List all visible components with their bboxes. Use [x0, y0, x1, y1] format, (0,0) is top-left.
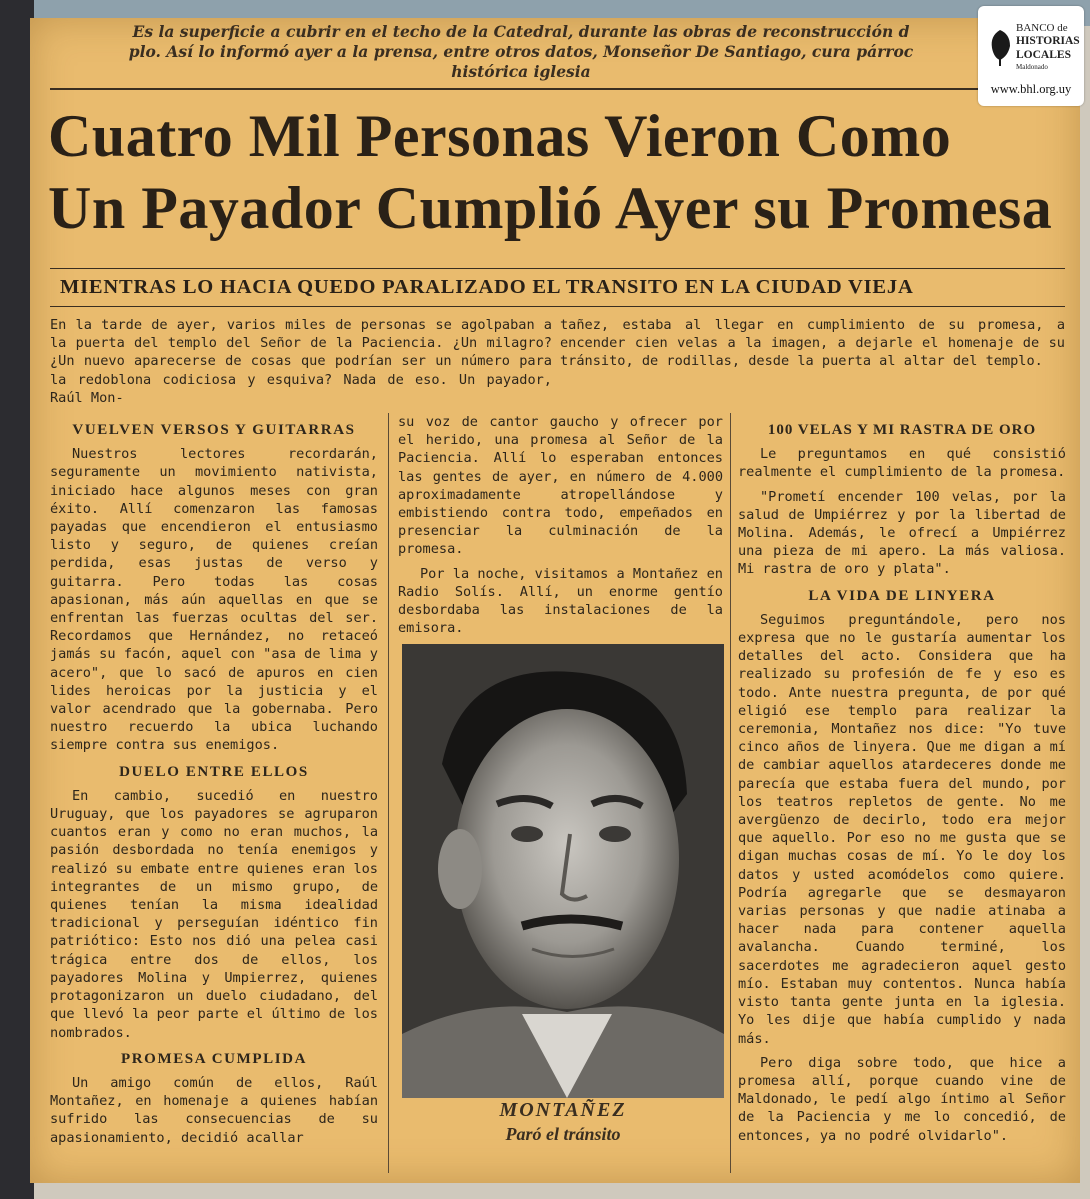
headline — [48, 100, 1068, 244]
photo-caption — [402, 1098, 724, 1146]
portrait-photo — [402, 644, 724, 1098]
lead-line-1: Es la superficie a cubrir en el techo de la Catedral, durante las obras de reconstrucción d — [132, 22, 910, 41]
paragraph: En cambio, sucedió en nuestro Uruguay, que los payadores se agruparon cuantos eran y como no eran muchos, la pasión desbordada no tenía enemigos y realizó su embate entre quienes eran los integrantes de un mismo grupo, de quienes tenían la misma idealidad tradicional y perseguían idéntico fin patriótico: Esto nos dió una pelea casi trágica entre dos de ellos, los payadores Molina y Umpierrez, quienes protagonizaron un duelo ciudadano, del que llevó la peor parte el último de los nombrados. — [50, 787, 378, 1041]
logo-line-4: Maldonado — [1016, 63, 1048, 71]
headline-line-2: Un Payador Cumplió Ayer su Promesa — [48, 175, 1053, 241]
section-heading: VUELVEN VERSOS Y GUITARRAS — [72, 422, 356, 438]
scan-background-left — [0, 0, 34, 1199]
intro-right: tañez, estaba al llegar en cumplimiento de su promesa, a encender cien velas a la imagen, a dejarle el homenaje de su tránsito, de rodillas, desde la puerta al altar del templo. — [560, 317, 1065, 370]
column-1 — [50, 413, 378, 1153]
column-divider — [730, 413, 731, 1173]
lead-line-2: plo. Así lo informó ayer a la prensa, entre otros datos, Monseñor De Santiago, cura párroc — [128, 42, 914, 61]
paragraph: Un amigo común de ellos, Raúl Montañez, en homenaje a quienes habían sufrido las consecuencias de su apasionamiento, decidió acallar — [50, 1074, 378, 1146]
subheadline: MIENTRAS LO HACIA QUEDO PARALIZADO EL TRANSITO EN LA CIUDAD VIEJA — [60, 276, 914, 298]
headline-line-1: Cuatro Mil Personas Vieron Como — [48, 103, 952, 169]
subhead-rule-bottom — [50, 306, 1065, 307]
paragraph: "Prometí encender 100 velas, por la salud de Umpiérrez y por la libertad de Molina. Además, le ofrecí a Umpiérrez una pieza de mi apero. La más valiosa. Mi rastra de oro y plata". — [738, 488, 1066, 578]
logo-line-3: LOCALES — [1016, 49, 1071, 61]
logo-line-1: BANCO de — [1016, 22, 1068, 34]
column-divider — [388, 413, 389, 1173]
paragraph: Le preguntamos en qué consistió realmente el cumplimiento de la promesa. — [738, 446, 1066, 481]
newspaper-clipping — [30, 18, 1080, 1183]
section-heading: LA VIDA DE LINYERA — [808, 587, 996, 604]
logo-url: www.bhl.org.uy — [990, 82, 1072, 96]
intro-left: En la tarde de ayer, varios miles de personas se agolpaban a la puerta del templo del Señor de la Paciencia. ¿Un milagro? ¿Un nuevo aparecerse de cosas que podrían ser un número para la redoblona codiciosa y esquiva? Nada de eso. Un payador, Raúl Mon- — [50, 317, 552, 406]
column-2 — [398, 413, 723, 643]
lead-caption — [66, 22, 976, 82]
portrait-illustration — [402, 644, 724, 1098]
tree-icon — [988, 28, 1012, 68]
top-rule — [50, 88, 1065, 90]
lead-line-3: histórica iglesia — [451, 62, 591, 81]
paragraph: Pero diga sobre todo, que hice a promesa allí, porque cuando vine de Maldonado, le pedí algo íntimo al Señor de la Paciencia y me lo concedió, de entonces, ya no podré olvidarlo". — [738, 1054, 1066, 1144]
paragraph: Nuestros lectores recordarán, seguramente un movimiento nativista, iniciado hace algunos meses con gran éxito. Allí comenzaron las famosas payadas que encendieron el entusiasmo listo y seguro, de quienes creían perdida, esas justas de verso y guitarra. Pero todas las cosas apasionan, más aún aquellas en que se enfrentan las fuerzas ocultas del ser. Recordamos que Hernández, no retaceó jamás su facón, aquel con "asa de lima y acero", que lo sacó de apuros en cien lides heroicas por la justicia y el valor acendrado que la gobernaba. Pero nuestro recuerdo la ubica luchando siempre contra sus enemigos. — [50, 446, 378, 754]
section-heading: 100 VELAS Y MI RASTRA DE ORO — [767, 422, 1037, 438]
paragraph: Por la noche, visitamos a Montañez en Radio Solís. Allí, un enorme gentío desbordaba las instalaciones de la emisora. — [398, 565, 723, 637]
section-heading: DUELO ENTRE ELLOS — [119, 763, 309, 780]
caption-name: MONTAÑEZ — [499, 1099, 627, 1121]
bhl-logo — [978, 6, 1084, 106]
subhead-rule — [50, 268, 1065, 269]
caption-subtitle: Paró el tránsito — [505, 1124, 621, 1144]
section-heading: PROMESA CUMPLIDA — [120, 1050, 307, 1067]
column-3 — [738, 413, 1066, 1151]
logo-line-2: HISTORIAS — [1016, 35, 1080, 47]
paragraph: Seguimos preguntándole, pero nos expresa que no le gustaría aumentar los detalles del acto. Considera que ha realizado su profesión de fe y eso es todo. Ante nuestra pregunta, de por qué eligió ese templo para realizar la ceremonia, Montañez nos dice: "Yo tuve cinco años de linyera. Que me digan a mí de cambiar aquellos atardeceres donde me parecía que estaba fuera del mundo, por los teatros repletos de gente. No me avergüenzo de decirlo, todo era mejor que aquello. Por eso no me gusta que se digan muchas cosas de mí. Yo le doy los datos y usted acomódelos como quiere. Podría agregarle que se desmayaron varias personas y que nadie atinaba a hacer nada para contener aquella avalancha. Cuando terminé, los sacerdotes me agradecieron aquel gesto mío. Estaban muy contentos. Nunca había visto tanta gente junta en la iglesia. Yo les dije que había cumplido y nada más. — [738, 611, 1066, 1047]
paragraph: su voz de cantor gaucho y ofrecer por el herido, una promesa al Señor de la Paciencia. Allí lo esperaban entonces las gentes de ayer, en número de 4.000 aproximadamente atropellándose y embistiendo contra todo, empeñados en presenciar la culminación de la promesa. — [398, 414, 723, 558]
